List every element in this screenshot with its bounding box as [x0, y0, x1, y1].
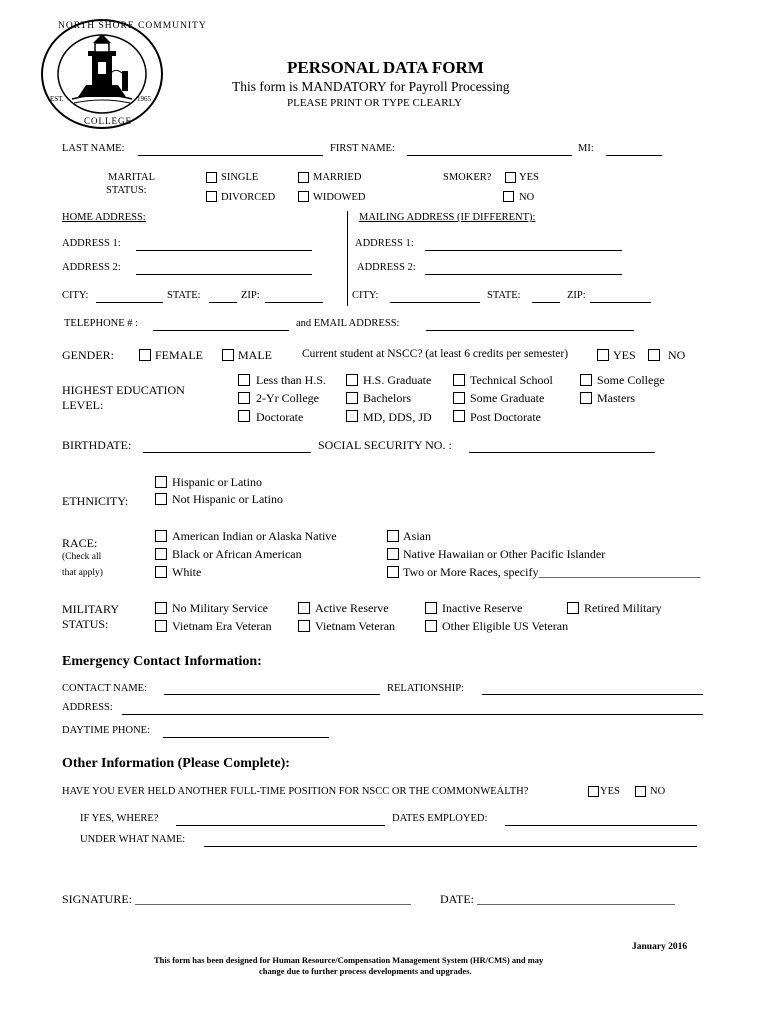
edu-some-grad-checkbox[interactable]	[453, 392, 465, 404]
mail-address1-line	[425, 250, 622, 251]
not-hispanic-label: Not Hispanic or Latino	[172, 492, 283, 506]
seal-text-top: NORTH SHORE COMMUNITY	[58, 21, 207, 31]
smoker-no-label: NO	[519, 192, 535, 203]
first-name-label: FIRST NAME:	[330, 143, 395, 154]
seal-text-bottom: COLLEGE	[84, 116, 132, 126]
home-address1-field[interactable]	[136, 236, 312, 250]
college-seal-logo	[38, 17, 207, 132]
relationship-label: RELATIONSHIP:	[387, 683, 465, 694]
vietnam-vet-label: Vietnam Veteran	[315, 619, 396, 633]
mail-address1-field[interactable]	[425, 236, 622, 250]
birthdate-label: BIRTHDATE:	[62, 438, 132, 452]
other-eligible-checkbox[interactable]	[425, 620, 437, 632]
footer-date: January 2016	[632, 942, 688, 952]
inactive-reserve-label: Inactive Reserve	[442, 601, 523, 615]
military-label: MILITARY	[62, 602, 120, 616]
nscc-position-question: HAVE YOU EVER HELD ANOTHER FULL-TIME POSITION FOR NSCC OR THE COMMONWEALTH?	[62, 786, 529, 797]
email-line	[426, 330, 634, 331]
mail-address2-field[interactable]	[425, 260, 622, 274]
hispanic-checkbox[interactable]	[155, 476, 167, 488]
mail-address2-line	[425, 274, 622, 275]
divorced-checkbox[interactable]	[206, 191, 217, 202]
footer-note-2: change due to further process developments and upgrades.	[259, 966, 472, 976]
mail-zip-line	[590, 302, 651, 303]
telephone-line	[153, 330, 289, 331]
race-label: RACE:	[62, 536, 98, 550]
marital-label-2: STATUS:	[106, 185, 147, 196]
male-checkbox[interactable]	[222, 349, 234, 361]
dates-employed-line	[505, 825, 697, 826]
black-label: Black or African American	[172, 547, 302, 561]
emergency-address-line	[122, 714, 703, 715]
position-yes-label: YES	[600, 786, 620, 797]
retired-military-label: Retired Military	[584, 601, 662, 615]
position-no-checkbox[interactable]	[635, 786, 646, 797]
under-name-label: UNDER WHAT NAME:	[80, 834, 186, 845]
inactive-reserve-checkbox[interactable]	[425, 602, 437, 614]
divorced-label: DIVORCED	[221, 192, 276, 203]
mail-city-line	[390, 302, 480, 303]
hawaiian-label: Native Hawaiian or Other Pacific Islander	[403, 547, 606, 561]
email-label: and EMAIL ADDRESS:	[296, 318, 400, 329]
student-yes-label: YES	[613, 348, 636, 362]
where-field[interactable]	[176, 811, 385, 825]
home-city-label: CITY:	[62, 290, 89, 301]
where-line	[176, 825, 385, 826]
other-eligible-label: Other Eligible US Veteran	[442, 619, 569, 633]
edu-2yr-label: 2-Yr College	[256, 391, 319, 405]
signature-date-label: DATE: _________________________________	[440, 892, 675, 906]
edu-technical-checkbox[interactable]	[453, 374, 465, 386]
mail-state-line	[532, 302, 560, 303]
home-address2-field[interactable]	[136, 260, 312, 274]
home-address2-line	[136, 274, 312, 275]
contact-name-field[interactable]	[164, 681, 380, 695]
american-indian-label: American Indian or Alaska Native	[172, 529, 337, 543]
mi-line	[606, 155, 662, 156]
contact-name-line	[164, 694, 380, 695]
smoker-yes-label: YES	[519, 172, 539, 183]
form-instruction: PLEASE PRINT OR TYPE CLEARLY	[287, 97, 463, 109]
home-city-line	[96, 302, 163, 303]
smoker-label: SMOKER?	[443, 172, 492, 183]
first-name-field[interactable]	[407, 142, 572, 156]
mail-zip-label: ZIP:	[567, 290, 586, 301]
home-state-label: STATE:	[167, 290, 201, 301]
under-name-field[interactable]	[204, 832, 697, 846]
vietnam-era-checkbox[interactable]	[155, 620, 167, 632]
home-state-field[interactable]	[209, 288, 237, 302]
edu-md-checkbox[interactable]	[346, 410, 358, 422]
active-reserve-label: Active Reserve	[315, 601, 389, 615]
signature-label: SIGNATURE: ______________________________________________	[62, 892, 412, 906]
mail-city-field[interactable]	[390, 288, 480, 302]
dates-employed-field[interactable]	[505, 811, 697, 825]
under-name-line	[204, 846, 697, 847]
edu-doctorate-label: Doctorate	[256, 410, 304, 424]
education-label-2: LEVEL:	[62, 398, 104, 412]
last-name-line	[138, 155, 323, 156]
student-no-checkbox[interactable]	[648, 349, 660, 361]
vietnam-vet-checkbox[interactable]	[298, 620, 310, 632]
asian-checkbox[interactable]	[387, 530, 399, 542]
seal-est: EST.	[50, 95, 64, 103]
edu-hs-grad-checkbox[interactable]	[346, 374, 358, 386]
home-address1-line	[136, 250, 312, 251]
male-label: MALE	[238, 348, 272, 362]
last-name-label: LAST NAME:	[62, 143, 125, 154]
home-zip-line	[265, 302, 323, 303]
married-label: MARRIED	[313, 172, 362, 183]
two-or-more-checkbox[interactable]	[387, 566, 399, 578]
relationship-line	[482, 694, 703, 695]
edu-hs-grad-label: H.S. Graduate	[363, 373, 432, 387]
emergency-address-field[interactable]	[122, 700, 703, 714]
home-address1-label: ADDRESS 1:	[62, 238, 121, 249]
white-label: White	[172, 565, 202, 579]
edu-masters-checkbox[interactable]	[580, 392, 592, 404]
hispanic-label: Hispanic or Latino	[172, 475, 262, 489]
home-address2-label: ADDRESS 2:	[62, 262, 121, 273]
white-checkbox[interactable]	[155, 566, 167, 578]
edu-some-grad-label: Some Graduate	[470, 391, 545, 405]
edu-less-hs-label: Less than H.S.	[256, 373, 326, 387]
edu-some-college-checkbox[interactable]	[580, 374, 592, 386]
edu-masters-label: Masters	[597, 391, 635, 405]
ssn-field[interactable]	[469, 437, 655, 451]
position-no-label: NO	[650, 786, 666, 797]
gender-label: GENDER:	[62, 348, 114, 362]
form-subtitle: This form is MANDATORY for Payroll Processing	[232, 79, 510, 94]
mail-address1-label: ADDRESS 1:	[355, 238, 414, 249]
mi-field[interactable]	[606, 142, 662, 156]
home-state-line	[209, 302, 237, 303]
home-zip-field[interactable]	[265, 288, 323, 302]
student-yes-checkbox[interactable]	[597, 349, 609, 361]
daytime-phone-field[interactable]	[163, 723, 329, 737]
black-checkbox[interactable]	[155, 548, 167, 560]
edu-some-college-label: Some College	[597, 373, 665, 387]
address-divider	[347, 211, 348, 306]
first-name-line	[407, 155, 572, 156]
last-name-field[interactable]	[138, 142, 323, 156]
student-no-label: NO	[668, 348, 686, 362]
two-or-more-label: Two or More Races, specify___________________________	[403, 565, 701, 579]
daytime-phone-line	[163, 737, 329, 738]
emergency-address-label: ADDRESS:	[62, 702, 113, 713]
telephone-label: TELEPHONE # :	[64, 318, 139, 329]
no-service-checkbox[interactable]	[155, 602, 167, 614]
edu-technical-label: Technical School	[470, 373, 553, 387]
mi-label: MI:	[578, 143, 594, 154]
hawaiian-checkbox[interactable]	[387, 548, 399, 560]
ssn-line	[469, 452, 655, 453]
home-zip-label: ZIP:	[241, 290, 260, 301]
retired-military-checkbox[interactable]	[567, 602, 579, 614]
mail-zip-field[interactable]	[590, 288, 651, 302]
birthdate-line	[143, 452, 311, 453]
birthdate-field[interactable]	[143, 437, 311, 451]
form-title: PERSONAL DATA FORM	[287, 58, 484, 77]
seal-year: 1965	[137, 95, 151, 103]
smoker-no-checkbox[interactable]	[503, 191, 514, 202]
edu-md-label: MD, DDS, JD	[363, 410, 432, 424]
lighthouse-seal-icon	[38, 17, 166, 132]
where-label: IF YES, WHERE?	[80, 813, 159, 824]
single-label: SINGLE	[221, 172, 259, 183]
mailing-address-heading: MAILING ADDRESS (IF DIFFERENT):	[359, 212, 536, 223]
marital-label: MARITAL	[108, 172, 155, 183]
not-hispanic-checkbox[interactable]	[155, 493, 167, 505]
married-checkbox[interactable]	[298, 172, 309, 183]
female-label: FEMALE	[155, 348, 203, 362]
email-field[interactable]	[426, 316, 634, 330]
smoker-yes-checkbox[interactable]	[505, 172, 516, 183]
mail-state-label: STATE:	[487, 290, 521, 301]
mail-address2-label: ADDRESS 2:	[357, 262, 416, 273]
home-city-field[interactable]	[96, 288, 163, 302]
ssn-label: SOCIAL SECURITY NO. :	[318, 438, 452, 452]
american-indian-checkbox[interactable]	[155, 530, 167, 542]
edu-post-doc-label: Post Doctorate	[470, 410, 541, 424]
female-checkbox[interactable]	[139, 349, 151, 361]
daytime-phone-label: DAYTIME PHONE:	[62, 725, 150, 736]
home-address-heading: HOME ADDRESS:	[62, 212, 146, 223]
edu-bachelors-label: Bachelors	[363, 391, 411, 405]
emergency-heading: Emergency Contact Information:	[62, 654, 262, 669]
mail-city-label: CITY:	[352, 290, 379, 301]
vietnam-era-label: Vietnam Era Veteran	[172, 619, 272, 633]
edu-doctorate-checkbox[interactable]	[238, 410, 250, 422]
widowed-checkbox[interactable]	[298, 191, 309, 202]
military-label-2: STATUS:	[62, 617, 109, 631]
asian-label: Asian	[403, 529, 431, 543]
edu-bachelors-checkbox[interactable]	[346, 392, 358, 404]
current-student-question: Current student at NSCC? (at least 6 credits per semester)	[302, 348, 569, 360]
position-yes-checkbox[interactable]	[588, 786, 599, 797]
dates-employed-label: DATES EMPLOYED:	[392, 813, 488, 824]
education-label: HIGHEST EDUCATION	[62, 383, 185, 397]
widowed-label: WIDOWED	[313, 192, 366, 203]
ethnicity-label: ETHNICITY:	[62, 494, 129, 508]
edu-2yr-checkbox[interactable]	[238, 392, 250, 404]
edu-post-doc-checkbox[interactable]	[453, 410, 465, 422]
contact-name-label: CONTACT NAME:	[62, 683, 148, 694]
race-note-1: (Check all	[62, 552, 102, 562]
no-service-label: No Military Service	[172, 601, 268, 615]
telephone-field[interactable]	[153, 316, 289, 330]
active-reserve-checkbox[interactable]	[298, 602, 310, 614]
edu-less-hs-checkbox[interactable]	[238, 374, 250, 386]
footer-note-1: This form has been designed for Human Resource/Compensation Management System (HR/CMS) and may	[154, 955, 544, 965]
other-info-heading: Other Information (Please Complete):	[62, 756, 290, 771]
relationship-field[interactable]	[482, 681, 703, 695]
mail-state-field[interactable]	[532, 288, 560, 302]
race-note-2: that apply)	[62, 568, 103, 578]
single-checkbox[interactable]	[206, 172, 217, 183]
